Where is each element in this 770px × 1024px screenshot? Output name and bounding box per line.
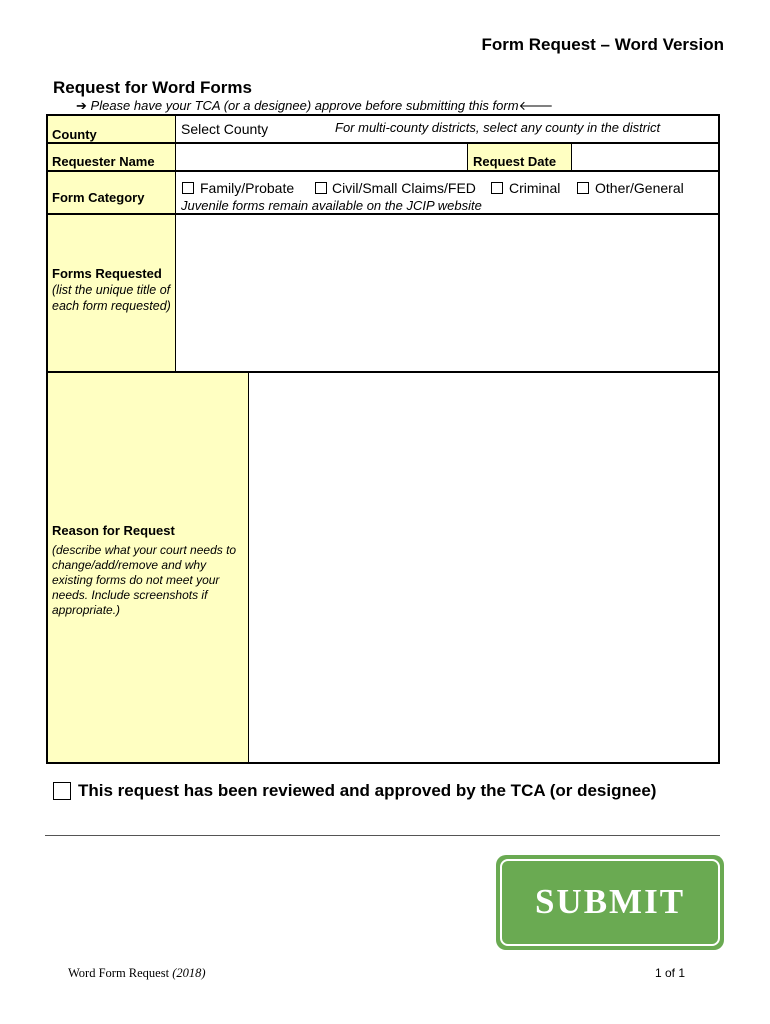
county-hint: For multi-county districts, select any county in the district: [335, 120, 661, 135]
county-select[interactable]: Select County: [181, 121, 269, 137]
divider: [45, 835, 720, 836]
juvenile-note: Juvenile forms remain available on the JCIP website: [181, 198, 482, 213]
other-general-checkbox[interactable]: [577, 182, 589, 194]
reason-hint: (describe what your court needs to change/add/remove and why existing forms do not meet your needs. Include screenshots if appropriate.): [52, 543, 237, 617]
form-category-label: Form Category: [52, 190, 145, 205]
instruction-text: Please have your TCA (or a designee) approve before submitting this form: [90, 98, 519, 113]
civil-small-claims-checkbox[interactable]: [315, 182, 327, 194]
request-date-input[interactable]: [573, 144, 717, 170]
other-general-label: Other/General: [595, 180, 684, 196]
tca-approval-label: This request has been reviewed and approved by the TCA (or designee): [78, 781, 657, 800]
criminal-label: Criminal: [509, 180, 561, 196]
requester-name-input[interactable]: [177, 144, 466, 170]
arrow-left-icon: 🡐: [518, 98, 554, 113]
footer-year: (2018): [172, 966, 206, 980]
request-form-table: [46, 114, 720, 764]
section-title: Request for Word Forms: [53, 78, 252, 97]
county-label: County: [52, 127, 97, 142]
submit-button[interactable]: [496, 855, 724, 950]
page-number: 1 of 1: [654, 966, 685, 980]
arrow-right-icon: ➔: [76, 98, 87, 113]
instruction-line: [76, 98, 553, 114]
request-date-label: Request Date: [473, 154, 557, 169]
family-probate-label: Family/Probate: [200, 180, 295, 196]
reason-textarea[interactable]: [250, 373, 717, 762]
requester-name-label: Requester Name: [52, 154, 155, 169]
forms-requested-textarea[interactable]: [177, 215, 717, 371]
footer-form-name: Word Form Request (2018): [68, 966, 206, 980]
civil-small-claims-label: Civil/Small Claims/FED: [332, 180, 476, 196]
forms-requested-label: Forms Requested: [52, 266, 162, 281]
forms-requested-hint: (list the unique title of each form requested): [52, 283, 171, 313]
tca-approval-checkbox[interactable]: [53, 782, 71, 800]
submit-label: SUBMIT: [534, 882, 686, 921]
criminal-checkbox[interactable]: [491, 182, 503, 194]
document-header-title: Form Request – Word Version: [481, 35, 724, 54]
family-probate-checkbox[interactable]: [182, 182, 194, 194]
reason-label: Reason for Request: [52, 523, 175, 538]
